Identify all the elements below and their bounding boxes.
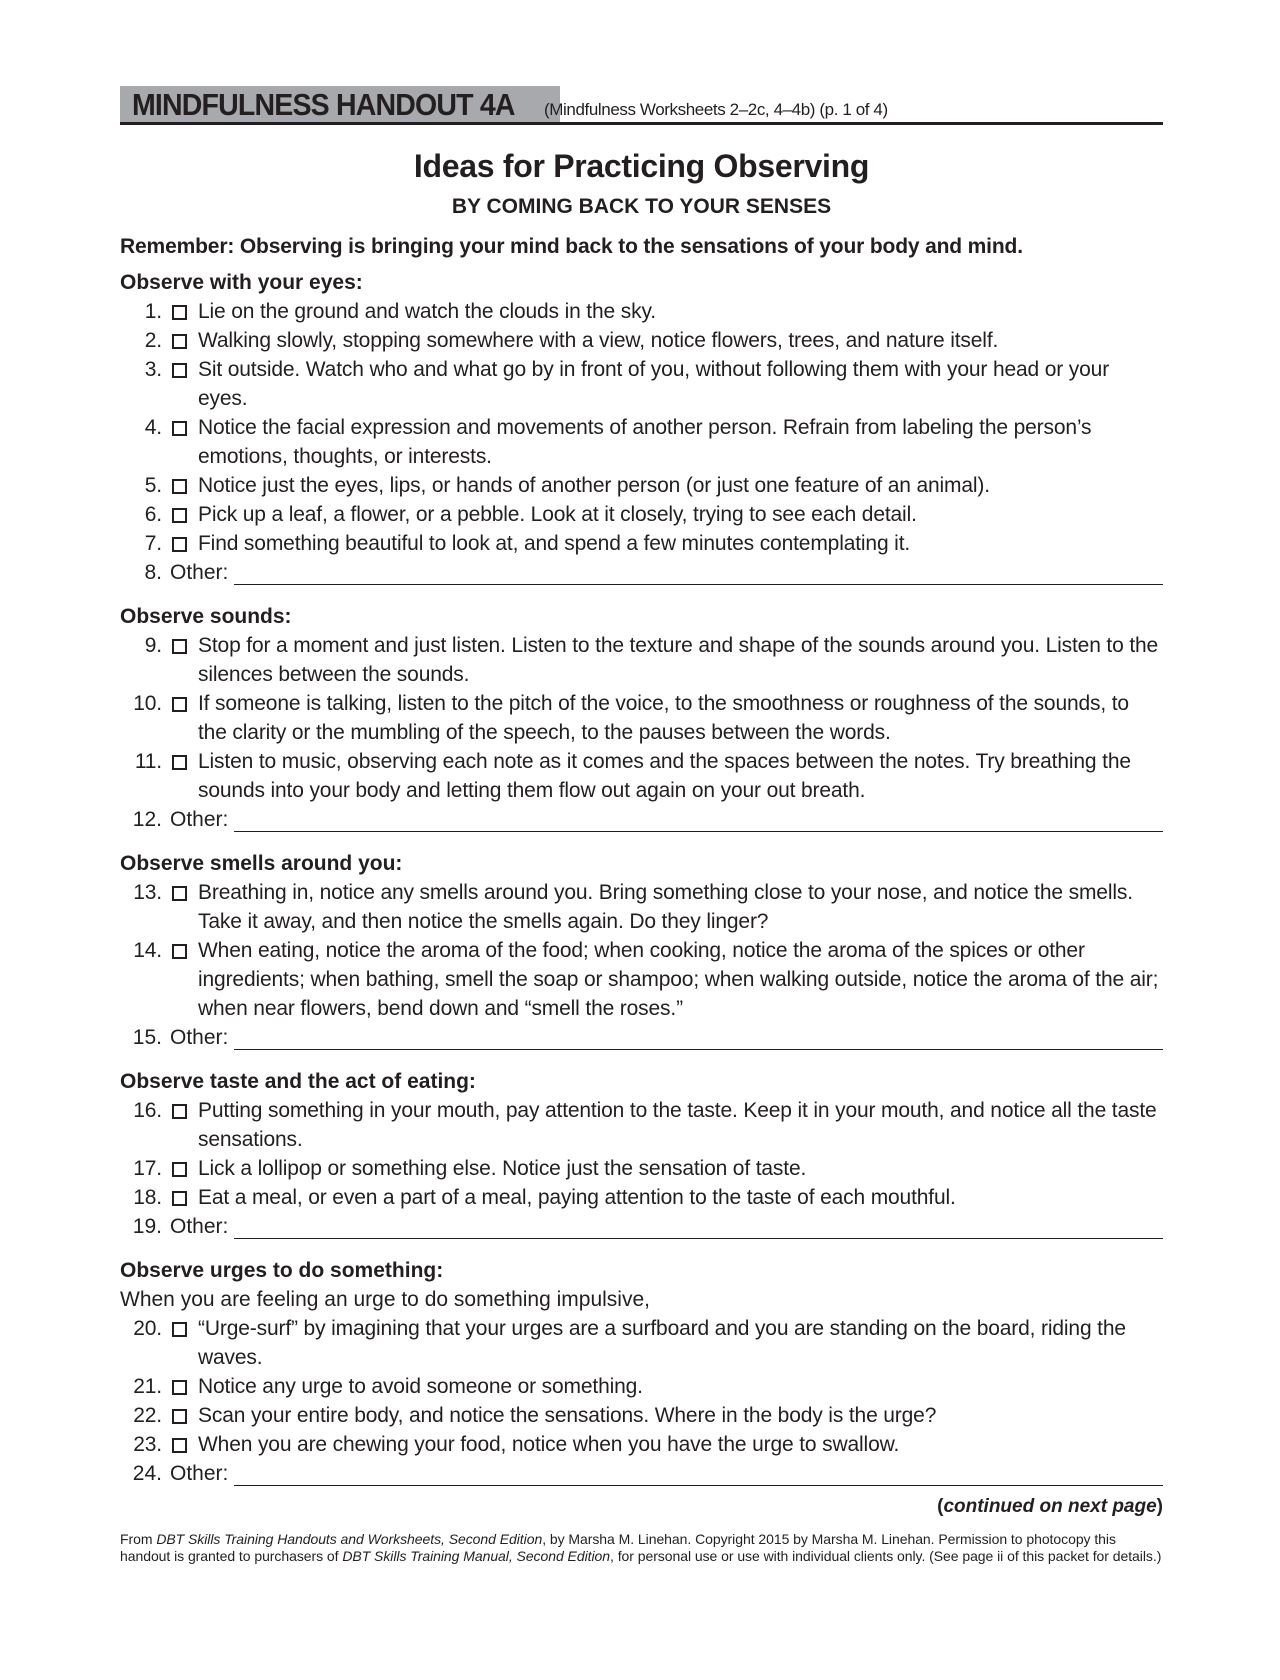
section-smells	[120, 849, 1163, 1052]
other-row	[120, 1023, 1163, 1052]
footer-end: , for personal use or use with individual clients only. (See page ii of this packet for details.)	[610, 1547, 1162, 1564]
checkbox[interactable]	[172, 1380, 187, 1395]
other-write-in-line[interactable]	[234, 1237, 1163, 1239]
checkbox[interactable]	[172, 886, 187, 901]
list-item	[120, 529, 1163, 558]
item-number: 20.	[133, 1317, 162, 1340]
item-number: 3.	[144, 358, 162, 381]
item-number: 22.	[133, 1404, 162, 1427]
checkbox[interactable]	[172, 1104, 187, 1119]
list-item	[120, 1372, 1163, 1401]
item-number: 1.	[144, 300, 162, 323]
other-write-in-line[interactable]	[234, 583, 1163, 585]
item-text: Listen to music, observing each note as it comes and the spaces between the notes. Try breathing the sounds into your body and letting them flow out again on your out breath.	[198, 750, 1131, 802]
item-number: 18.	[133, 1186, 162, 1209]
item-text: When eating, notice the aroma of the food; when cooking, notice the aroma of the spices or other ingredients; when bathing, smell the soap or shampoo; when walking outside, notice the aroma of the air; when near flowers, bend down and “smell the roses.”	[198, 939, 1159, 1020]
item-number: 8.	[144, 561, 162, 584]
other-row	[120, 558, 1163, 587]
other-write-in-line[interactable]	[234, 1048, 1163, 1050]
handout-page	[120, 86, 1163, 1564]
item-text: Notice any urge to avoid someone or something.	[198, 1375, 643, 1398]
list-item	[120, 413, 1163, 471]
continued-open: (	[937, 1496, 944, 1517]
page-subtitle: BY COMING BACK TO YOUR SENSES	[451, 195, 832, 218]
item-number: 7.	[144, 532, 162, 555]
item-text: When you are chewing your food, notice when you have the urge to swallow.	[198, 1433, 900, 1456]
item-number: 19.	[132, 1215, 162, 1238]
list-item	[120, 1314, 1163, 1372]
section-title: Observe smells around you:	[120, 852, 403, 875]
item-number: 16.	[133, 1099, 162, 1122]
other-write-in-line[interactable]	[234, 1484, 1163, 1486]
other-label: Other:	[170, 1215, 229, 1238]
footer-book-title-1: DBT Skills Training Handouts and Worksheets, Second Edition	[156, 1531, 543, 1547]
checkbox[interactable]	[172, 1438, 187, 1453]
list-item	[120, 355, 1163, 413]
continued-close: )	[1156, 1496, 1163, 1517]
item-number: 2.	[144, 329, 162, 352]
worksheet-reference: (Mindfulness Worksheets 2–2c, 4–4b) (p. 1 of 4)	[544, 100, 888, 119]
section-sounds	[120, 602, 1163, 834]
checkbox[interactable]	[172, 1322, 187, 1337]
item-text: “Urge-surf” by imagining that your urges are a surfboard and you are standing on the board, riding the waves.	[198, 1317, 1126, 1369]
footer-book-title-2: DBT Skills Training Manual, Second Edition	[342, 1547, 611, 1564]
other-write-in-line[interactable]	[234, 830, 1163, 832]
list-item	[120, 1430, 1163, 1459]
item-number: 5.	[144, 474, 162, 497]
footer-from: From	[120, 1531, 157, 1547]
checkbox[interactable]	[172, 639, 187, 654]
list-item	[120, 689, 1163, 747]
item-number: 4.	[144, 416, 162, 439]
item-text: Putting something in your mouth, pay attention to the taste. Keep it in your mouth, and notice all the taste sensations.	[198, 1099, 1157, 1151]
item-text: Notice just the eyes, lips, or hands of another person (or just one feature of an animal).	[198, 474, 990, 497]
footer-middle: , by Marsha M. Linehan. Copyright 2015 by Marsha M. Linehan. Permission to photocopy this handout is granted to purchasers of	[120, 1531, 1116, 1564]
checkbox[interactable]	[172, 537, 187, 552]
remember-statement: Remember: Observing is bringing your mind back to the sensations of your body and mind.	[120, 235, 1023, 258]
item-text: Pick up a leaf, a flower, or a pebble. Look at it closely, trying to see each detail.	[198, 503, 917, 526]
list-item	[120, 936, 1163, 1023]
checkbox[interactable]	[172, 944, 187, 959]
checkbox[interactable]	[172, 421, 187, 436]
checkbox[interactable]	[172, 305, 187, 320]
section-title: Observe sounds:	[120, 605, 292, 628]
section-urges	[120, 1256, 1163, 1488]
item-number: 17.	[133, 1157, 162, 1180]
list-item	[120, 747, 1163, 805]
item-number: 13.	[133, 881, 162, 904]
handout-header	[120, 86, 1163, 125]
other-row	[120, 805, 1163, 834]
continued-text: continued on next page	[943, 1496, 1157, 1517]
checkbox[interactable]	[172, 1162, 187, 1177]
checkbox[interactable]	[172, 479, 187, 494]
section-intro: When you are feeling an urge to do something impulsive,	[120, 1288, 650, 1311]
page-title: Ideas for Practicing Observing	[413, 148, 870, 184]
item-text: Breathing in, notice any smells around you. Bring something close to your nose, and notice the smells. Take it away, and then notice the smells again. Do they linger?	[198, 881, 1133, 933]
checkbox[interactable]	[172, 697, 187, 712]
item-text: Lie on the ground and watch the clouds in the sky.	[198, 300, 656, 323]
checkbox[interactable]	[172, 755, 187, 770]
list-item	[120, 500, 1163, 529]
checkbox[interactable]	[172, 363, 187, 378]
checkbox[interactable]	[172, 1409, 187, 1424]
header-title-box	[120, 86, 560, 122]
item-number: 15.	[132, 1026, 162, 1049]
checkbox[interactable]	[172, 1191, 187, 1206]
other-label: Other:	[170, 561, 229, 584]
item-number: 23.	[133, 1433, 162, 1456]
handout-title: MINDFULNESS HANDOUT 4A	[132, 87, 515, 122]
item-text: Walking slowly, stopping somewhere with a view, notice flowers, trees, and nature itself.	[198, 329, 999, 352]
item-number: 11.	[134, 750, 162, 773]
item-text: If someone is talking, listen to the pitch of the voice, to the smoothness or roughness of the sounds, to the clarity or the mumbling of the speech, to the pauses between the words.	[198, 692, 1129, 744]
section-title: Observe with your eyes:	[120, 271, 363, 294]
item-text: Stop for a moment and just listen. Listen to the texture and shape of the sounds around you. Listen to the silences between the sounds.	[198, 634, 1159, 686]
checkbox[interactable]	[172, 334, 187, 349]
list-item	[120, 297, 1163, 326]
list-item	[120, 1154, 1163, 1183]
list-item	[120, 1096, 1163, 1154]
other-row	[120, 1459, 1163, 1488]
list-item	[120, 631, 1163, 689]
item-text: Find something beautiful to look at, and spend a few minutes contemplating it.	[198, 532, 911, 555]
copyright-footer	[120, 1531, 1163, 1564]
other-label: Other:	[170, 808, 229, 831]
item-text: Scan your entire body, and notice the sensations. Where in the body is the urge?	[198, 1404, 937, 1427]
checkbox[interactable]	[172, 508, 187, 523]
section-title: Observe urges to do something:	[120, 1259, 444, 1282]
item-number: 21.	[133, 1375, 162, 1398]
list-item	[120, 326, 1163, 355]
other-label: Other:	[170, 1026, 229, 1049]
item-number: 12.	[132, 808, 162, 831]
section-eyes	[120, 268, 1163, 587]
other-row	[120, 1212, 1163, 1241]
list-item	[120, 1183, 1163, 1212]
list-item	[120, 1401, 1163, 1430]
item-text: Sit outside. Watch who and what go by in front of you, without following them with your head or your eyes.	[198, 358, 1110, 410]
item-number: 24.	[132, 1462, 162, 1485]
item-number: 9.	[144, 634, 162, 657]
item-number: 14.	[133, 939, 162, 962]
item-text: Lick a lollipop or something else. Notice just the sensation of taste.	[198, 1157, 807, 1180]
list-item	[120, 878, 1163, 936]
section-title: Observe taste and the act of eating:	[120, 1070, 476, 1093]
section-taste	[120, 1067, 1163, 1241]
item-number: 6.	[144, 503, 162, 526]
item-text: Notice the facial expression and movements of another person. Refrain from labeling the person’s emotions, thoughts, or interests.	[198, 416, 1092, 468]
list-item	[120, 471, 1163, 500]
other-label: Other:	[170, 1462, 229, 1485]
item-number: 10.	[133, 692, 162, 715]
continued-note	[120, 1496, 1163, 1518]
item-text: Eat a meal, or even a part of a meal, paying attention to the taste of each mouthful.	[198, 1186, 956, 1209]
